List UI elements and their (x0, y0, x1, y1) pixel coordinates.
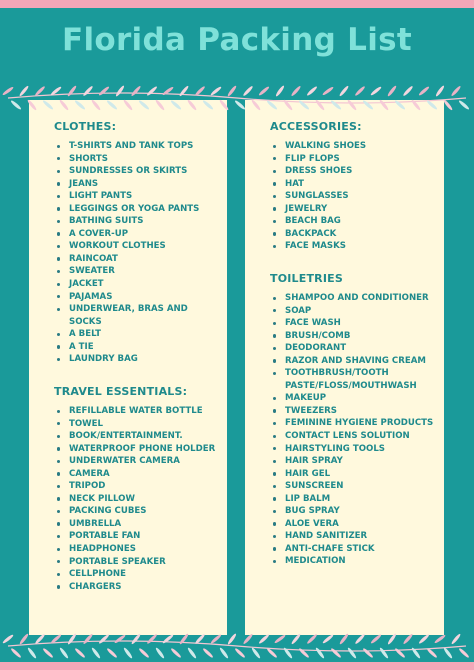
leaf-shape (2, 634, 14, 645)
list-item: HEADPHONES (54, 543, 222, 556)
page-title: Florida Packing List (61, 22, 413, 58)
list-item: PORTABLE SPEAKER (54, 556, 222, 569)
list-item: UNDERWATER CAMERA (54, 455, 222, 468)
travel-essentials-heading: TRAVEL ESSENTIALS: (54, 385, 188, 398)
leaf-shape (458, 100, 470, 111)
list-item: CELLPHONE (54, 568, 222, 581)
toiletries-heading: TOILETRIES (270, 272, 343, 285)
list-item: HAND SANITIZER (270, 530, 438, 543)
leaf-shape (115, 85, 125, 97)
leaf-shape (291, 633, 302, 645)
leaf-shape (379, 99, 390, 111)
list-item: BUG SPRAY (270, 505, 438, 518)
leaf-shape (202, 647, 214, 658)
leaf-shape (370, 86, 382, 97)
leaf-shape (131, 633, 142, 645)
leaf-shape (354, 633, 365, 645)
list-item: JACKET (54, 278, 222, 291)
list-item: CHARGERS (54, 581, 222, 594)
accessories-heading: ACCESSORIES: (270, 120, 362, 133)
list-item: WORKOUT CLOTHES (54, 240, 222, 253)
leaf-shape (98, 633, 110, 644)
leaf-shape (59, 99, 70, 111)
leaf-shape (42, 647, 54, 658)
leaf-shape (306, 633, 318, 644)
leaf-shape (130, 85, 141, 97)
list-item: TOWEL (54, 418, 222, 431)
leaf-shape (210, 86, 222, 97)
leaf-shape (315, 99, 326, 111)
leaf-shape (347, 647, 357, 659)
list-item: SOAP (270, 305, 438, 318)
list-item: WATERPROOF PHONE HOLDER (54, 443, 222, 456)
list-item: BOOK/ENTERTAINMENT. (54, 430, 222, 443)
leaf-shape (450, 85, 461, 97)
leaf-shape (443, 99, 454, 111)
list-item: A COVER-UP (54, 228, 222, 241)
list-item: LEGGINGS OR YOGA PANTS (54, 203, 222, 216)
leaf-shape (339, 633, 350, 645)
list-item: SUNDRESSES OR SKIRTS (54, 165, 222, 178)
leaf-shape (123, 647, 133, 659)
leaf-shape (394, 647, 406, 658)
list-item: BRUSH/COMB (270, 330, 438, 343)
leaf-shape (59, 647, 69, 659)
list-item: CAMERA (54, 468, 222, 481)
list-item: JEANS (54, 178, 222, 191)
leaf-shape (123, 99, 134, 111)
list-item: DEODORANT (270, 342, 438, 355)
list-item: T-SHIRTS AND TANK TOPS (54, 140, 222, 153)
accessories-list (270, 140, 438, 253)
list-item: PACKING CUBES (54, 505, 222, 518)
leaf-shape (434, 634, 446, 644)
leaf-shape (258, 633, 270, 644)
list-item: SHAMPOO AND CONDITIONER (270, 292, 438, 305)
list-item: NECK PILLOW (54, 493, 222, 506)
leaf-shape (330, 647, 342, 658)
leaf-shape (379, 647, 389, 659)
list-item: BEACH BAG (270, 215, 438, 228)
list-item: SUNGLASSES (270, 190, 438, 203)
leaf-shape (234, 647, 246, 658)
leaf-shape (10, 100, 22, 111)
leaf-shape (19, 85, 30, 97)
leaf-shape (347, 99, 358, 111)
list-item: FACE MASKS (270, 240, 438, 253)
list-item: LIP BALM (270, 493, 438, 506)
list-item: ANTI-CHAFE STICK (270, 543, 438, 556)
leaf-shape (258, 86, 270, 97)
leaf-shape (210, 634, 222, 645)
top-accent-strip (0, 0, 474, 8)
leaf-shape (426, 100, 438, 111)
travel-essentials-list (54, 405, 222, 593)
leaf-shape (114, 634, 126, 644)
leaf-shape (219, 99, 230, 111)
leaf-shape (82, 633, 93, 645)
list-item: HAT (270, 178, 438, 191)
leaf-shape (19, 633, 30, 645)
leaf-shape (27, 99, 38, 111)
list-item: UNDERWEAR, BRAS AND SOCKS (54, 303, 222, 328)
leaf-shape (458, 647, 470, 658)
list-item: HAIR SPRAY (270, 455, 438, 468)
list-item: TWEEZERS (270, 405, 438, 418)
leaf-shape (219, 647, 229, 659)
leaf-shape (98, 86, 110, 97)
leaf-shape (74, 100, 86, 111)
leaf-shape (283, 647, 293, 659)
leaf-shape (202, 100, 214, 111)
leaf-shape (187, 99, 198, 111)
list-item: FLIP FLOPS (270, 153, 438, 166)
list-item: FACE WASH (270, 317, 438, 330)
leaf-shape (91, 99, 102, 111)
list-item: MEDICATION (270, 555, 438, 568)
leaf-shape (187, 647, 197, 659)
leaf-shape (106, 100, 118, 111)
leaf-shape (362, 647, 374, 658)
list-item: SHORTS (54, 153, 222, 166)
leaf-shape (418, 633, 430, 644)
list-item: TRIPOD (54, 480, 222, 493)
toiletries-list (270, 292, 438, 568)
list-item: RAZOR AND SHAVING CREAM (270, 355, 438, 368)
leaf-shape (155, 647, 165, 659)
leaf-shape (146, 85, 158, 96)
list-item: A BELT (54, 328, 222, 341)
leaf-shape (251, 99, 262, 111)
leaf-shape (74, 647, 86, 658)
leaf-shape (394, 100, 406, 111)
leaf-shape (170, 100, 182, 111)
leaf-garland-top (0, 80, 474, 116)
leaf-shape (234, 100, 246, 111)
leaf-shape (418, 86, 430, 97)
list-item: CONTACT LENS SOLUTION (270, 430, 438, 443)
leaf-shape (91, 647, 101, 659)
list-item: LIGHT PANTS (54, 190, 222, 203)
list-item: RAINCOAT (54, 253, 222, 266)
list-item: JEWELRY (270, 203, 438, 216)
leaf-shape (435, 85, 445, 97)
leaf-shape (146, 633, 158, 644)
list-item: BATHING SUITS (54, 215, 222, 228)
list-item: SUNSCREEN (270, 480, 438, 493)
leaf-shape (138, 100, 150, 111)
leaf-garland-bottom (0, 628, 474, 664)
leaf-shape (138, 647, 150, 658)
leaf-shape (155, 99, 166, 111)
leaf-shape (274, 634, 286, 644)
leaf-shape (387, 633, 397, 645)
leaf-shape (298, 647, 310, 658)
list-item: ALOE VERA (270, 518, 438, 531)
list-item: WALKING SHOES (270, 140, 438, 153)
leaf-shape (179, 633, 190, 645)
leaf-shape (162, 634, 174, 645)
leaf-shape (227, 85, 238, 97)
list-item: DRESS SHOES (270, 165, 438, 178)
leaf-shape (106, 647, 118, 658)
leaf-shape (354, 85, 366, 96)
leaf-shape (67, 633, 77, 645)
list-item: HAIRSTYLING TOOLS (270, 443, 438, 456)
leaf-shape (443, 647, 453, 659)
leaf-shape (339, 85, 350, 97)
leaf-shape (10, 647, 22, 658)
leaf-shape (451, 633, 462, 645)
leaf-shape (251, 647, 261, 659)
list-item: MAKEUP (270, 392, 438, 405)
leaf-shape (290, 85, 301, 97)
list-item: FEMININE HYGIENE PRODUCTS (270, 417, 438, 430)
leaf-shape (2, 86, 14, 96)
list-item: TOOTHBRUSH/TOOTH PASTE/FLOSS/MOUTHWASH (270, 367, 438, 392)
leaf-shape (242, 85, 253, 97)
leaf-shape (298, 100, 310, 111)
list-item: BACKPACK (270, 228, 438, 241)
leaf-shape (330, 100, 342, 111)
leaf-shape (362, 100, 374, 111)
list-item: SWEATER (54, 265, 222, 278)
leaf-shape (170, 647, 182, 658)
leaf-shape (402, 85, 413, 97)
leaf-shape (82, 85, 93, 97)
list-item: UMBRELLA (54, 518, 222, 531)
list-item: A TIE (54, 341, 222, 354)
leaf-shape (42, 100, 54, 111)
leaf-shape (227, 633, 237, 645)
leaf-shape (275, 85, 285, 97)
leaf-shape (387, 85, 398, 97)
leaf-shape (322, 634, 334, 645)
leaf-shape (242, 633, 253, 645)
leaf-shape (315, 647, 325, 659)
leaf-shape (67, 85, 78, 97)
clothes-heading: CLOTHES: (54, 120, 117, 133)
leaf-shape (306, 85, 318, 96)
list-item: LAUNDRY BAG (54, 353, 222, 366)
leaf-shape (370, 634, 382, 645)
bottom-accent-strip (0, 662, 474, 670)
list-item: REFILLABLE WATER BOTTLE (54, 405, 222, 418)
leaf-shape (283, 99, 294, 111)
clothes-list (54, 140, 222, 366)
leaf-shape (322, 86, 334, 96)
list-item: PAJAMAS (54, 291, 222, 304)
list-item: PORTABLE FAN (54, 530, 222, 543)
leaf-shape (27, 647, 37, 659)
list-item: HAIR GEL (270, 468, 438, 481)
leaf-shape (402, 633, 413, 645)
